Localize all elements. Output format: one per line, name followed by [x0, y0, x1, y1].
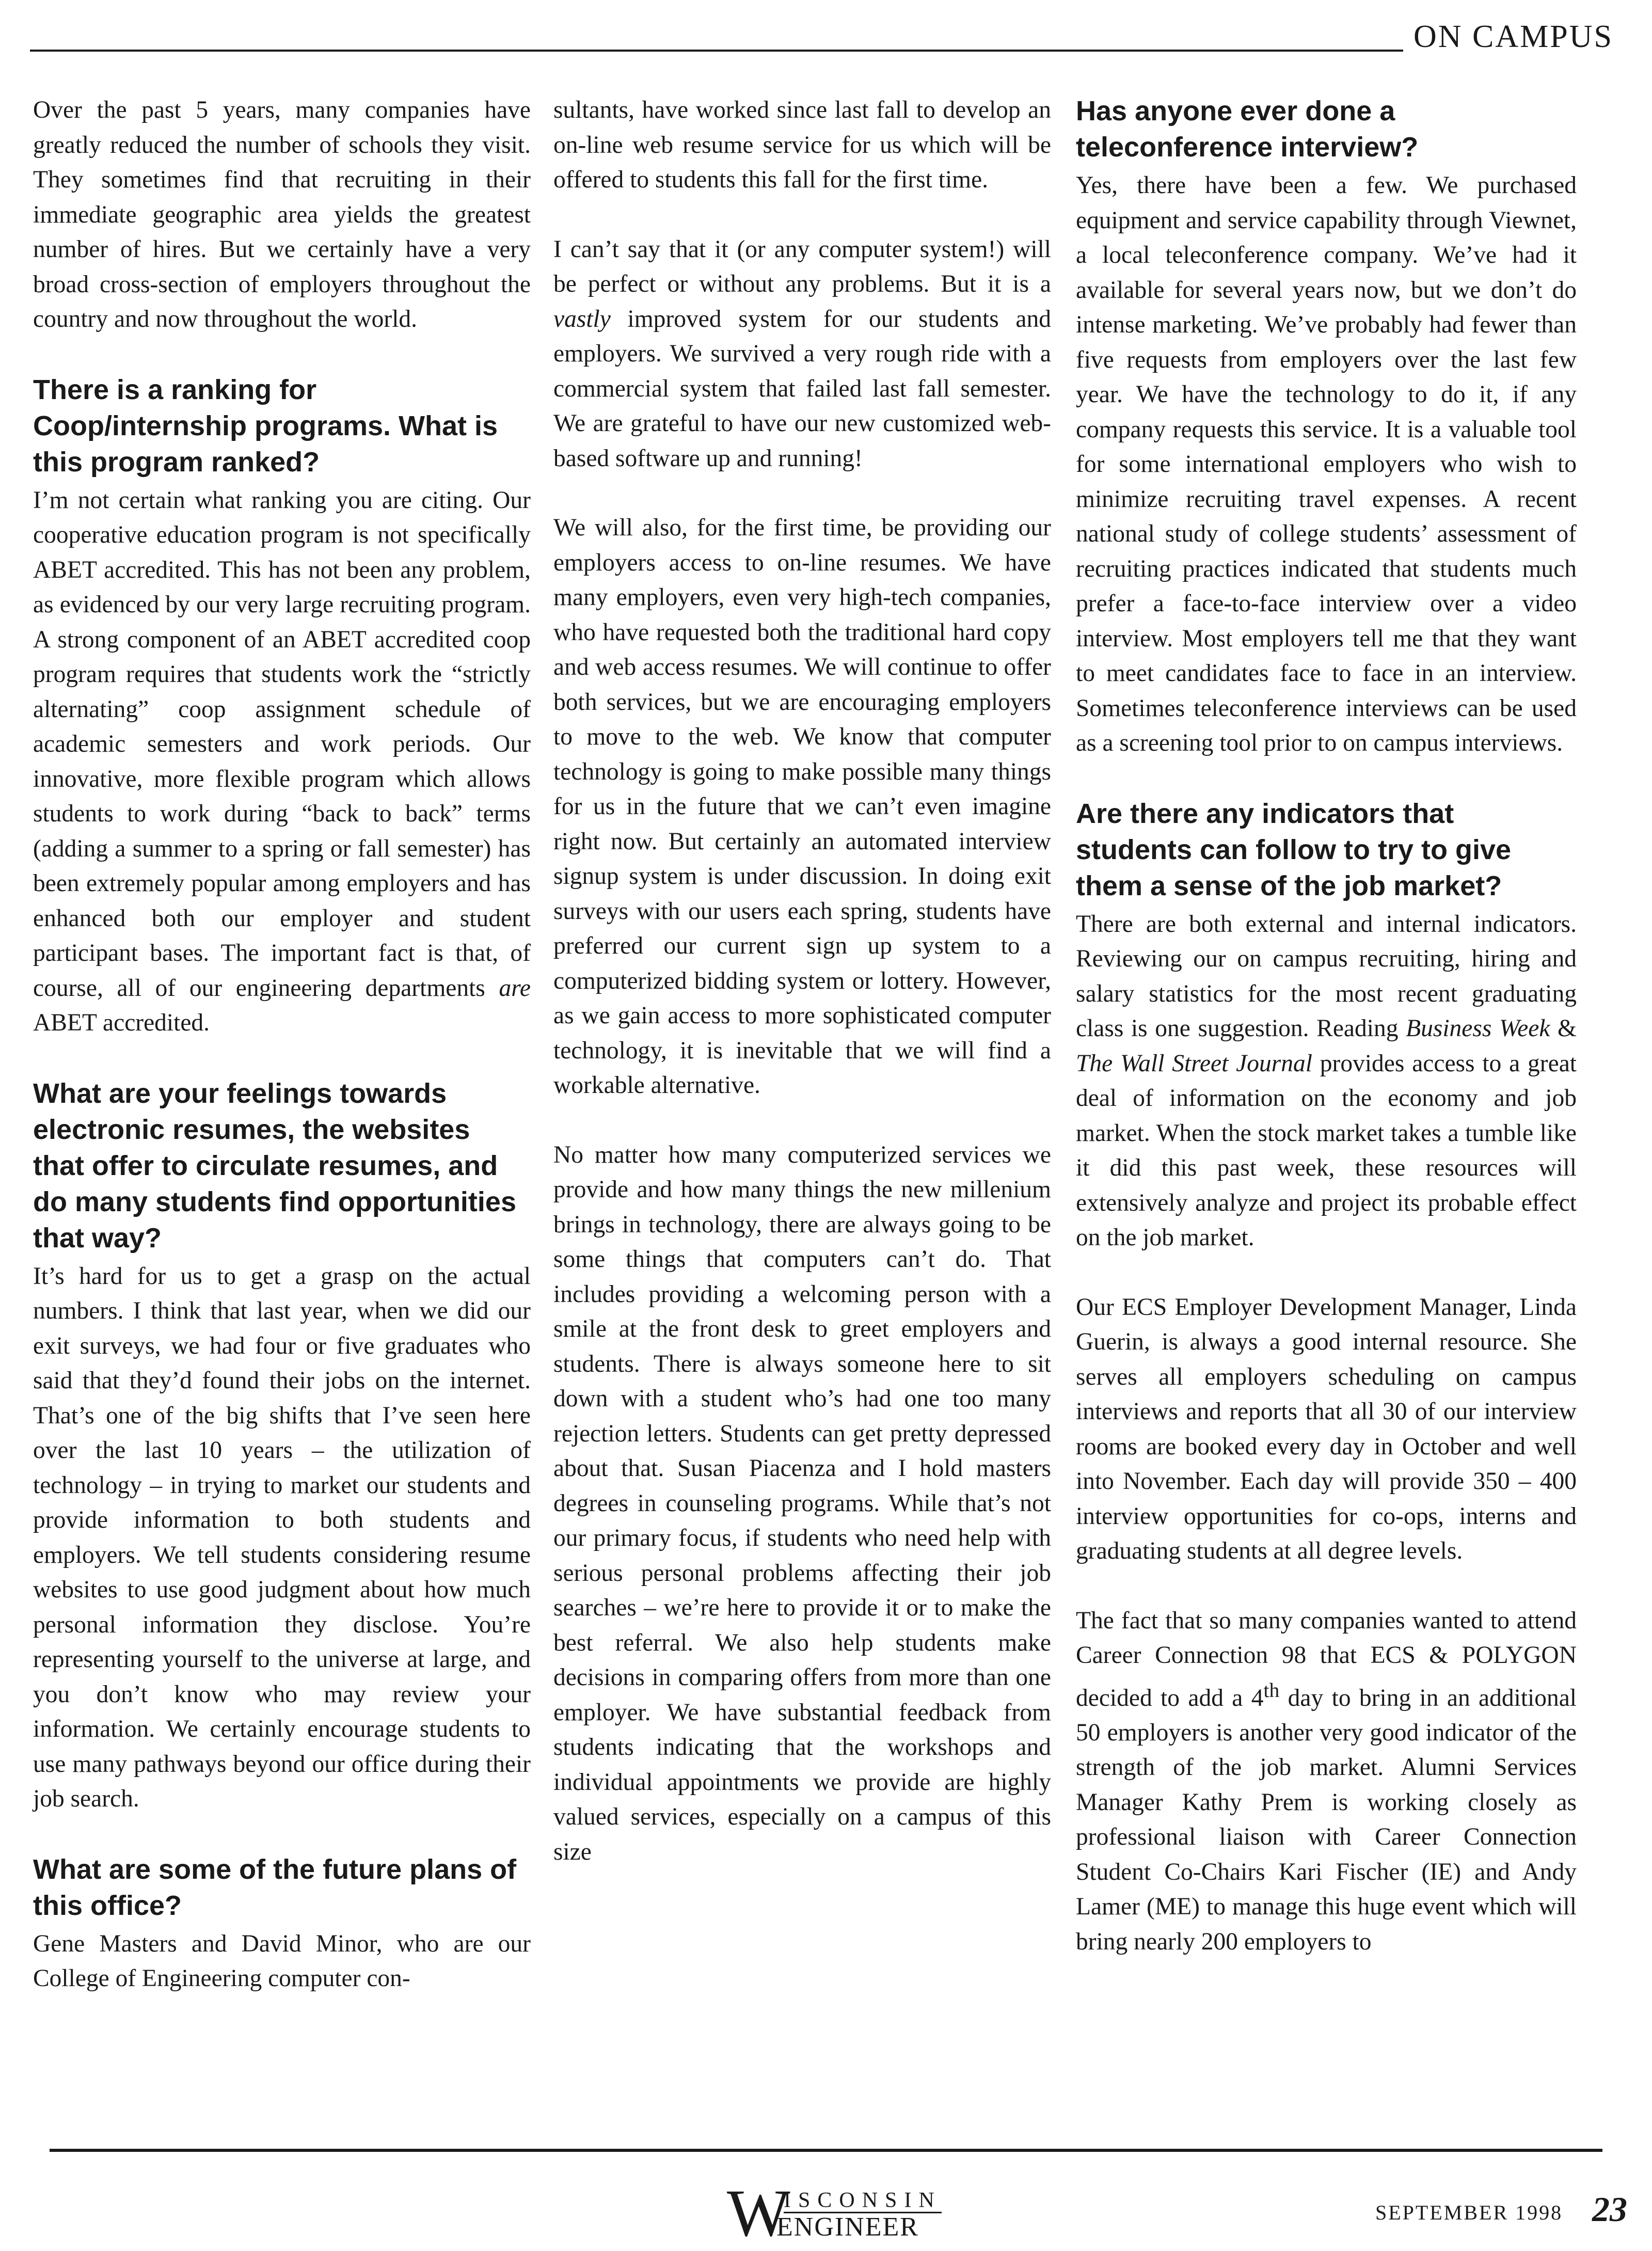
question-heading: What are your feelings towards electronic resumes, the websites that offer to circulate resumes, and do many students find opportunities that way?	[33, 1077, 516, 1254]
logo-initial: W	[727, 2176, 790, 2250]
paragraph: Our ECS Employer Development Manager, Linda Guerin, is always a good internal resource. She serves all employers scheduling on campus interviews and reports that all 30 of our interview rooms are booked every day in October and well into November. Each day will provide 350 – 400 interview opportunities for co-ops, interns and graduating students at all degree levels.	[1076, 1293, 1577, 1564]
answer-paragraph: Yes, there have been a few. We purchased equipment and service capability through Viewnet, a local teleconference company. We’ve had it available for several years now, but we don’t do intense marketing. We’ve probably had fewer than five requests from employers over the last few year. We have the technology to do it, if any company requests this service. It is a valuable tool for some international employers who wish to minimize recruiting travel expenses. A recent national study of college students’ assessment of recruiting practices indicated that students much prefer a face-to-face interview over a video interview. Most employers tell me that they want to meet candidates face to face in an interview. Sometimes teleconference interviews can be used as a screening tool prior to on campus interviews.	[1076, 172, 1577, 756]
paragraph: Over the past 5 years, many companies have greatly reduced the number of schools they visit. They sometimes find that recruiting in their immediate geographic area yields the greatest number of hires. But we certainly have a very broad cross-section of employers throughout the country and now throughout the world.	[33, 97, 531, 332]
logo-top-word: ISCONSIN	[784, 2189, 942, 2212]
paragraph: We will also, for the first time, be providing our employers access to on-line resumes. We have many employers, even very high-tech companies, who have requested both the traditional hard copy and web access resumes. We will continue to offer both services, but we are encouraging employers to move to the web. We know that computer technology is going to make possible many things for us in the future that we can’t even imagine right now. But certainly an automated interview signup system is under discussion. In doing exit surveys with our users each spring, students have preferred our current sign up system to a computerized bidding system or lottery. However, as we gain access to more sophisticated computer technology, it is inevitable that we will find a workable alternative.	[553, 514, 1051, 1099]
logo-bottom-word: ENGINEER	[776, 2212, 919, 2242]
answer-paragraph: There are both external and internal indicators. Reviewing our on campus recruiting, hiring and salary statistics for the most recent graduating class is one suggestion. Reading Business Week & The Wall Street Journal provides access to a great deal of information on the economy and job market. When the stock market takes a tumble like it did this past week, these resources will extensively analyze and project its probable effect on the job market.	[1076, 910, 1577, 1251]
question-heading: Has anyone ever done a teleconference interview?	[1076, 96, 1419, 163]
section-label: ON CAMPUS	[1413, 19, 1614, 54]
header-rule	[30, 50, 1403, 52]
page-number: 23	[1592, 2190, 1627, 2229]
question-heading: There is a ranking for Coop/internship programs. What is this program ranked?	[33, 374, 498, 478]
answer-paragraph: It’s hard for us to get a grasp on the actual numbers. I think that last year, when we did our exit surveys, we had four or five graduates who said that they’d found their jobs on the internet. That’s one of the big shifts that I’ve seen here over the last 10 years – the utilization of technology – in trying to market our students and provide information to both students and employers. We tell students considering resume websites to use good judgment about how much personal information they disclose. You’re representing yourself to the universe at large, and you don’t know who may review your information. We certainly encourage students to use many pathways beyond our office during their job search.	[33, 1262, 531, 1812]
paragraph: sultants, have worked since last fall to develop an on-line web resume service for us which will be offered to students this fall for the first time.	[553, 97, 1051, 193]
paragraph: I can’t say that it (or any computer system!) will be perfect or without any problems. But it is a vastly improved system for our students and employers. We survived a very rough ride with a commercial system that failed last fall semester. We are grateful to have our new customized web-based software up and running!	[553, 235, 1051, 472]
paragraph: The fact that so many companies wanted to attend Career Connection 98 that ECS & POLYGON decided to add a 4th day to bring in an additional 50 employers is another very good indicator of the strength of the job market. Alumni Services Manager Kathy Prem is working closely as professional liaison with Career Connection Student Co-Chairs Kari Fischer (IE) and Andy Lamer (ME) to manage this huge event which will bring nearly 200 employers to	[1076, 1607, 1577, 1955]
paragraph: No matter how many computerized services we provide and how many things the new millenium brings in technology, there are always going to be some things that computers can’t do. That includes providing a welcoming person with a smile at the front desk to greet employers and students. There is always someone here to sit down with a student who’s had one too many rejection letters. Students can get pretty depressed about that. Susan Piacenza and I hold masters degrees in counseling programs. While that’s not our primary focus, if students who need help with serious personal problems affecting their job searches – we’re here to provide it or to make the best referral. We also help students make decisions in comparing offers from more than one employer. We have substantial feedback from students indicating that the workshops and individual appointments we provide are highly valued services, especially on a campus of this size	[553, 1141, 1051, 1865]
issue-date: SEPTEMBER 1998	[1375, 2201, 1563, 2224]
column-3	[1076, 93, 1577, 1959]
footer-rule	[50, 2149, 1602, 2152]
question-heading: What are some of the future plans of this office?	[33, 1853, 517, 1921]
answer-paragraph: I’m not certain what ranking you are citing. Our cooperative education program is not specifically ABET accredited. This has not been any problem, as evidenced by our very large recruiting program. A strong component of an ABET accredited coop program requires that students work the “strictly alternating” coop assignment schedule of academic semesters and work periods. Our innovative, more flexible program which allows students to work during “back to back” terms (adding a summer to a spring or fall semester) has been extremely popular among employers and has enhanced both our employer and student participant bases. The important fact is that, of course, all of our engineering departments are ABET accredited.	[33, 486, 531, 1036]
question-heading: Are there any indicators that students can follow to try to give them a sense of the job market?	[1076, 798, 1512, 901]
wisconsin-engineer-logo	[727, 2176, 944, 2250]
column-1	[33, 93, 531, 1996]
column-2	[553, 93, 1051, 1869]
answer-paragraph: Gene Masters and David Minor, who are our College of Engineering computer con-	[33, 1930, 531, 1992]
